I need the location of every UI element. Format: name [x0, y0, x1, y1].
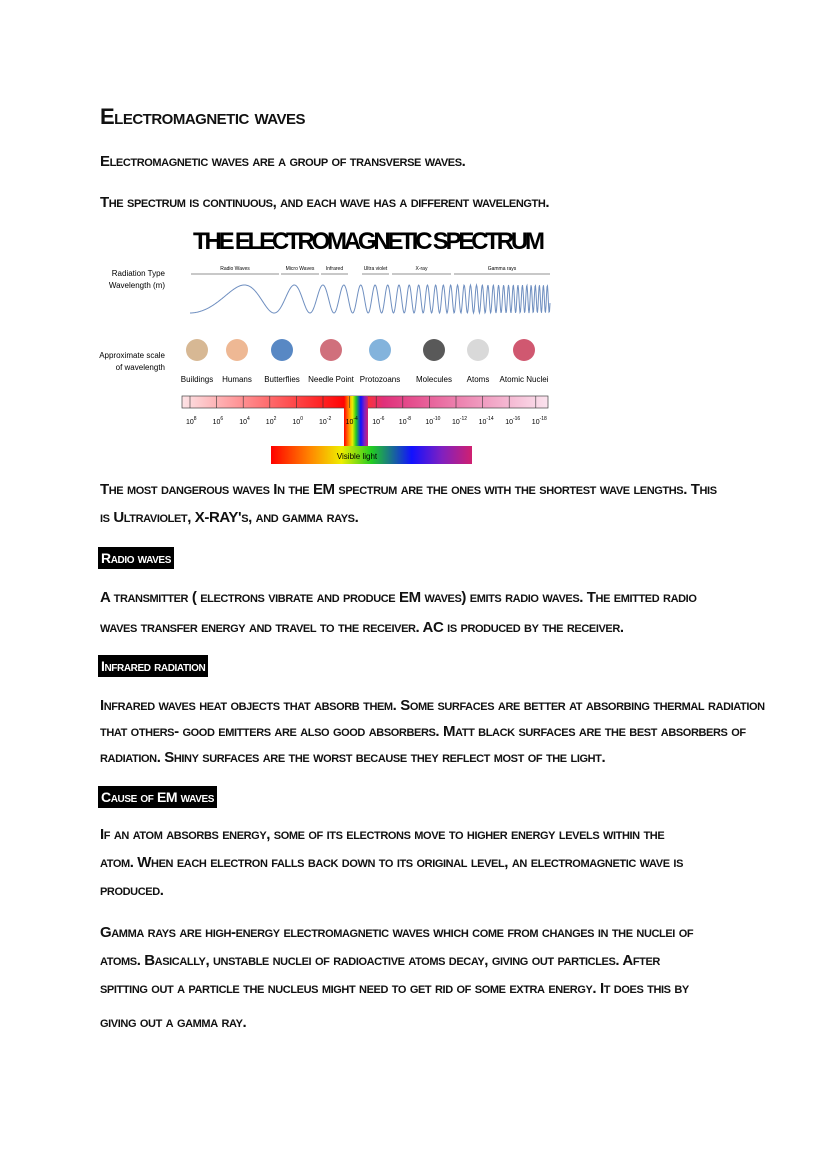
gamma-line: atoms. Basically, unstable nuclei of radioactive atoms decay, giving out particles. After — [100, 952, 660, 969]
tick-label: $10^0$ — [292, 416, 303, 426]
danger-line: is Ultraviolet, X-RAY's, and gamma rays. — [100, 509, 359, 526]
scale-atoms-icon — [467, 339, 489, 361]
section-label-radio: Radio waves — [98, 547, 174, 569]
radio-line: waves transfer energy and travel to the receiver. AC is produced by the receiver. — [100, 619, 624, 636]
row-label: of wavelength — [115, 363, 165, 372]
scale-molecules-icon — [423, 339, 445, 361]
tick-label: $10^{-2}$ — [319, 416, 332, 426]
scale-label: Protozoans — [359, 375, 401, 384]
section-label-infrared: Infrared radiation — [98, 655, 208, 677]
row-label: Approximate scale — [99, 351, 165, 360]
tick-label: $10^{-18}$ — [531, 416, 547, 426]
tick-label: $10^{-14}$ — [478, 416, 494, 426]
scale-atomic-nuclei-icon — [513, 339, 535, 361]
page-title: Electromagnetic waves — [100, 104, 306, 129]
row-label: Wavelength (m) — [108, 281, 165, 290]
cause-line: produced. — [100, 882, 164, 899]
cause-line: atom. When each electron falls back down to its original level, an electromagnetic wave is — [100, 854, 684, 871]
radiation-type-label: Ultra violet — [363, 266, 388, 272]
tick-label: $10^{-10}$ — [425, 416, 441, 426]
tick-label: $10^{-6}$ — [372, 416, 385, 426]
intro-line: The spectrum is continuous, and each wave has a different wavelength. — [100, 194, 550, 211]
tick-label: $10^{-4}$ — [345, 416, 358, 426]
tick-label: $10^2$ — [265, 416, 277, 426]
em-spectrum-figure — [95, 225, 555, 465]
scale-needle-point-icon — [320, 339, 342, 361]
scale-label: Needle Point — [308, 375, 354, 384]
radiation-type-label: Micro Waves — [285, 266, 315, 272]
scale-butterflies-icon — [271, 339, 293, 361]
scale-label: Atomic Nuclei — [499, 375, 549, 384]
scale-humans-icon — [226, 339, 248, 361]
scale-protozoans-icon — [369, 339, 391, 361]
scale-label: Butterflies — [264, 375, 300, 384]
cause-line: If an atom absorbs energy, some of its electrons move to higher energy levels within the — [100, 826, 665, 843]
scale-label: Atoms — [466, 375, 490, 384]
row-label: Radiation Type — [111, 269, 165, 278]
tick-label: $10^4$ — [239, 416, 250, 426]
radiation-type-label: X-ray — [415, 266, 428, 272]
gamma-line: Gamma rays are high-energy electromagnetic waves which come from changes in the nuclei of — [100, 924, 694, 941]
intro-line: Electromagnetic waves are a group of transverse waves. — [100, 153, 466, 170]
scale-label: Molecules — [415, 375, 453, 384]
radiation-type-label: Radio Waves — [220, 266, 250, 272]
radiation-type-label: Infrared — [325, 266, 344, 272]
scale-buildings-icon — [186, 339, 208, 361]
wave-line — [190, 285, 550, 313]
radiation-type-label: Gamma rays — [487, 266, 517, 272]
gamma-line: spitting out a particle the nucleus might need to get rid of some extra energy. It does this by — [100, 980, 689, 997]
visible-light-label: Visible light — [336, 452, 378, 461]
infrared-line: radiation. Shiny surfaces are the worst because they reflect most of the light. — [100, 749, 606, 766]
danger-line: The most dangerous waves In the EM spectrum are the ones with the shortest wave lengths. This — [100, 481, 717, 498]
section-label-cause: Cause of EM waves — [98, 786, 217, 808]
tick-label: $10^{-16}$ — [505, 416, 521, 426]
infrared-line: that others- good emitters are also good absorbers. Matt black surfaces are the best absorbers of — [100, 723, 746, 740]
tick-label: $10^{-8}$ — [398, 416, 412, 426]
figure-title: THE ELECTROMAGNETIC SPECTRUM — [193, 228, 545, 255]
radio-line: A transmitter ( electrons vibrate and produce EM waves) emits radio waves. The emitted radio — [100, 589, 697, 606]
tick-label: $10^6$ — [212, 416, 224, 426]
infrared-line: Infrared waves heat objects that absorb them. Some surfaces are better at absorbing thermal radiation — [100, 697, 765, 714]
scale-label: Humans — [222, 375, 252, 384]
tick-label: $10^{-12}$ — [452, 416, 468, 426]
tick-label: $10^8$ — [186, 416, 197, 426]
gamma-line: giving out a gamma ray. — [100, 1014, 247, 1031]
scale-label: Buildings — [180, 375, 214, 384]
